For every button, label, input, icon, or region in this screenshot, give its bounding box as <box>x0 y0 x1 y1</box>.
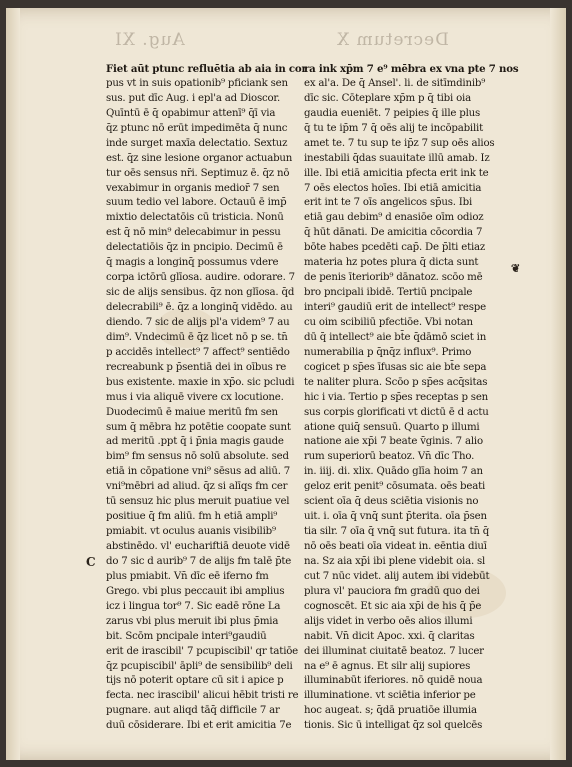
text-line: ra ink xp̄m 7 e⁹ mēbra ex vna pte 7 nos <box>304 63 519 75</box>
text-line: nabit. Vn̄ dicit Apoc. xxi. q̄ claritas <box>304 630 475 642</box>
text-line: illuminatione. vt sciētia inferior pe <box>304 690 476 702</box>
text-line: p accidēs intellect⁹ 7 affect⁹ sentiēdo <box>106 346 290 358</box>
text-line: de penis īteriorib⁹ dānatoz. scōo mē <box>304 272 483 284</box>
text-line: tū sensuz hic plus meruit puatiue vel <box>106 496 290 508</box>
text-line: tia silr. 7 oīa q̄ vnq̄ sut futura. ita tn̄ q̄ <box>304 526 490 538</box>
text-line: dīc sic. Cōteplare xp̄m p q̄ tibi oia <box>304 92 471 104</box>
text-line: suum tedio vel labore. Octauū ē imp̄ <box>106 197 287 209</box>
text-line: etiā in cōpatione vni⁹ sēsus ad aliū. 7 <box>106 466 291 478</box>
text-line: scient oīa q̄ deus sciētia visionis no <box>304 496 479 508</box>
text-line: plura vl' pauciora fm gradū quo dei <box>304 585 480 597</box>
text-line: pmiabit. vt oculus auanis visibilib⁹ <box>106 526 276 538</box>
text-column-right <box>304 62 519 734</box>
text-line: Quīntū ē q̄ opabimur attenī⁹ q̄ī via <box>106 107 276 119</box>
marginal-paragraph-mark: C <box>86 555 96 569</box>
text-line: hoc augeat. s; q̄dā pruatiōe illumia <box>304 705 477 717</box>
text-line: gaudia eueniēt. 7 peipies q̄ ille plus <box>304 107 481 119</box>
text-line: mixtio delectatōis cū tristicia. Nonū <box>106 212 284 224</box>
text-line: diendo. 7 sic de alijs pl'a videm⁹ 7 au <box>106 316 290 328</box>
text-line: q̄ hūt dānati. De amicitia cōcordia 7 <box>304 227 483 239</box>
text-line: vexabimur in organis medior̄ 7 sen <box>106 182 280 194</box>
text-line: pugnare. aut aliqd tāq̄ difficile 7 ar <box>106 705 280 717</box>
text-line: est q̄ nō min⁹ delecabimur in pessu <box>106 227 281 239</box>
text-line: sus. put dīc Aug. i epl'a ad Dioscor. <box>106 92 281 104</box>
text-line: zarus vbi plus meruit ibi plus p̄mia <box>106 615 279 627</box>
text-line: amet te. 7 tu sup te ip̄z 7 sup oēs alios <box>304 137 495 149</box>
text-line: cogicet p sp̄es īfusas sic aie bt̄e sepa <box>304 361 487 373</box>
text-line: bim⁹ fm sensus nō solū absolute. sed <box>106 451 289 463</box>
text-line: dim⁹. Vndecimū ē q̄z licet nō p se. tn̄ <box>106 331 288 343</box>
text-line: tionis. Sic ū intelligat q̄z sol quelcēs <box>304 720 483 732</box>
text-line: interi⁹ gaudiū erit de intellect⁹ respe <box>304 302 486 313</box>
text-line: hic i via. Tertio p sp̄es receptas p sen <box>304 391 489 403</box>
text-line: abstinēdo. vl' euchariftiā deuote vidē <box>106 541 290 552</box>
text-line: icz i lingua tor⁹ 7. Sic eadē rōne La <box>106 600 281 612</box>
text-line: Grego. vbi plus peccauit ibi amplius <box>106 585 285 597</box>
text-line: corpa ictōrū glīosa. audire. odorare. 7 <box>106 272 295 284</box>
text-line: dei illuminat ciuitatē beatoz. 7 lucer <box>304 645 484 657</box>
text-line: tur oēs sensus nr̄i. Septimuz ē. q̄z nō <box>106 167 290 179</box>
text-line: erit de irascibil' 7 pcupiscibil' qr tatiōe <box>106 645 299 657</box>
text-line: positiue q̄ fm aliū. fm h etiā ampli⁹ <box>106 511 278 523</box>
text-line: duū cōsiderare. Ibi et erit amicitia 7e <box>106 720 292 732</box>
text-line: cu oim scibiliū pfectiōe. Vbi notan <box>304 316 473 328</box>
text-line: ad meritū .ppt q̄ i p̄nia magis gaude <box>106 436 284 448</box>
text-line: delecrabili⁹ ē. q̄z a longinq̄ vidēdo. au <box>106 302 293 313</box>
text-line: inde surget maxīa delectatio. Sextuz <box>106 137 288 149</box>
text-line: 7 oēs electos hoīes. Ibi etiā amicitia <box>304 182 482 194</box>
text-line: sum q̄ mēbra hz potētie coopate sunt <box>106 421 291 433</box>
page-edge-shadow <box>550 8 566 760</box>
text-line: natione aie xp̄i 7 beate v̄ginis. 7 alio <box>304 436 483 448</box>
text-line: sus corpis glorificati vt dictū ē d actu <box>304 406 489 418</box>
text-line: Fiet aūt ptunc refluētia ab aia in cor <box>106 63 307 75</box>
text-line: cut 7 nūc videt. alij autem ibi videbūt <box>304 570 490 582</box>
text-line: bōte habes pcedēti cap̄. De p̄lti etiaz <box>304 242 486 254</box>
text-line: Duodecimū ē maiue meritū fm sen <box>106 406 278 418</box>
text-line: erit int te 7 oīs angelicos sp̄us. Ibi <box>304 197 473 209</box>
book-page <box>6 8 566 760</box>
text-line: uit. i. oīa q̄ vnq̄ sunt p̄terita. oīa p̄sen <box>304 511 487 523</box>
text-line: q̄ magis a longinq̄ possumus vdere <box>106 257 279 269</box>
text-line: pus vt in suis opationib⁹ pficiank sen <box>106 77 288 89</box>
text-line: rum superiorū beatoz. Vn̄ dīc Tho. <box>304 451 475 463</box>
text-line: bro pncipali ibidē. Tertiū pncipale <box>304 287 473 299</box>
running-head-right: Decretum X <box>336 30 449 50</box>
text-line: dū q̄ intellect⁹ aie bt̄e q̄dāmō sciet in <box>304 331 487 343</box>
text-line: tijs nō poterit optare cū sit i apice p <box>106 675 284 687</box>
text-line: sic de alijs sensibus. q̄z non glīosa. q̄d <box>106 287 295 299</box>
text-line: alijs videt in verbo oēs alios illumi <box>304 615 473 627</box>
text-line: vni⁹mēbri ad aliud. q̄z si alīqs fm cer <box>106 481 288 493</box>
text-line: inestabili q̄das suauitate illū amab. Iz <box>304 152 490 164</box>
text-line: atione quiq̄ sensuū. Quarto p illumi <box>304 421 480 433</box>
text-line: q̄z pcupiscibil' āpli⁹ de sensibilib⁹ deli <box>106 660 293 672</box>
text-line: est. q̄z sine lesione organor actuabun <box>106 152 293 164</box>
text-line: plus pmiabit. Vn̄ dīc eē iferno fm <box>106 570 269 582</box>
text-line: etiā gau debim⁹ d enasiōe oīm odioz <box>304 212 484 224</box>
text-line: q̄z ptunc nō erūt impedimēta q̄ nunc <box>106 122 288 134</box>
text-line: geloz erit penit⁹ cōsumata. oēs beati <box>304 481 486 493</box>
text-line: na. Sz aia xp̄i ibi plene videbit oia. sl <box>304 555 486 567</box>
text-line: nō oēs beati oīa videat in. eēntia diuī <box>304 541 487 552</box>
text-line: delectatiōis q̄z in pncipio. Decimū ē <box>106 242 283 254</box>
text-line: materia hz potes plura q̄ dicta sunt <box>304 257 479 269</box>
text-line: do 7 sic d aurib⁹ 7 de alijs fm talē p̄te <box>106 555 292 567</box>
text-line: ex al'a. De q̄ Ansel'. li. de sitīmdinib⁹ <box>304 77 486 89</box>
text-line: cognoscēt. Et sic aia xp̄i de his q̄ p̄e <box>304 600 482 612</box>
text-line: numerabilia p q̄nq̄z influx⁹. Primo <box>304 346 472 358</box>
text-line: recreabunk p p̄sentiā dei in oībus re <box>106 361 287 373</box>
text-line: fecta. nec irascibil' alicui hēbit tristi re <box>106 690 299 702</box>
text-line: bus existente. maxie in xp̄o. sic pcludi <box>106 376 295 388</box>
page-gutter-shadow <box>6 8 20 760</box>
text-line: te naliter plura. Scōo p sp̄es acq̄sitas <box>304 376 488 388</box>
text-line: ille. Ibi etiā amicitia pfecta erit ink te <box>304 167 489 179</box>
text-line: illuminabūt iferiores. nō quidē noua <box>304 675 483 687</box>
text-line: q̄ tu te ip̄m 7 q̄ oēs alij te incōpabilit <box>304 122 483 134</box>
running-head-left: Aug. XI <box>114 30 185 50</box>
text-line: na e⁹ ē agnus. Et silr alij supiores <box>304 660 471 672</box>
text-line: in. iiij. di. xlix. Quādo glīa hoim 7 an <box>304 466 483 478</box>
marginal-fleuron-mark: ❦ <box>511 262 521 275</box>
text-column-left <box>106 62 307 734</box>
text-line: bit. Scōm pncipale interi⁹gaudiū <box>106 630 267 642</box>
text-line: mus i via aliquē vivere cx locutione. <box>106 391 284 403</box>
